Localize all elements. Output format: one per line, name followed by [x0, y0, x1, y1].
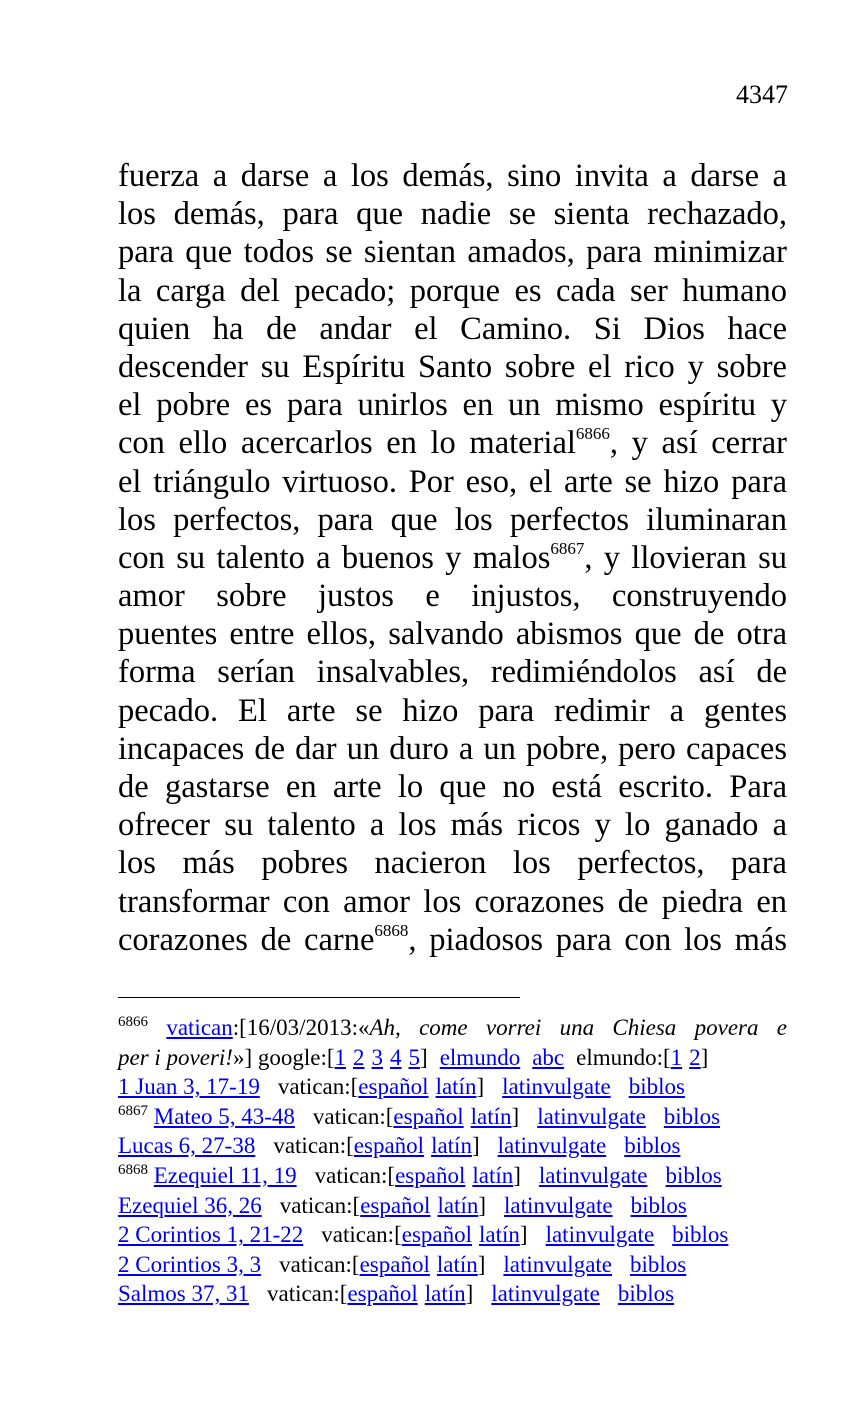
footnote-text: vatican:[	[273, 1133, 354, 1159]
footnotes	[118, 1013, 787, 1309]
espanol-link[interactable]: español	[395, 1162, 466, 1188]
body-line: para que todos se sientan amados, para minimizar	[118, 234, 787, 271]
scripture-ref-link[interactable]: Mateo 5, 43-48	[153, 1103, 295, 1129]
vatican-link[interactable]: vatican	[166, 1015, 233, 1040]
espanol-link[interactable]: español	[358, 1074, 429, 1100]
body-line: los perfectos, para que los perfectos iluminaran	[118, 501, 787, 538]
footnote-text: elmundo:[	[576, 1044, 671, 1070]
footnote-number: 6868	[118, 1161, 148, 1178]
footnote-text: ]	[513, 1162, 521, 1188]
google-link-3[interactable]: 3	[371, 1044, 384, 1070]
body-line: los más pobres nacieron los perfectos, para	[118, 845, 787, 882]
latinvulgate-link[interactable]: latinvulgate	[538, 1162, 648, 1188]
latinvulgate-link[interactable]: latinvulgate	[504, 1192, 613, 1218]
footnote-ref-row	[118, 1191, 787, 1221]
latinvulgate-link[interactable]: latinvulgate	[545, 1222, 655, 1248]
body-text-segment: , piadosos para con los más	[408, 921, 787, 958]
espanol-link[interactable]: español	[359, 1251, 430, 1277]
biblos-link[interactable]: biblos	[672, 1222, 729, 1248]
footnote-number: 6866	[118, 1014, 148, 1030]
latinvulgate-link[interactable]: latinvulgate	[491, 1281, 600, 1307]
scripture-ref-link[interactable]: Lucas 6, 27-38	[118, 1133, 256, 1159]
footnote-ref-row	[118, 1250, 787, 1280]
footnote-marker-6868[interactable]: 6868	[374, 920, 409, 940]
footnote-ref-row	[118, 1131, 787, 1161]
body-line: puentes entre ellos, salvando abismos que de otra	[118, 616, 787, 653]
body-text-segment: con ello acercarlos en lo material	[118, 425, 576, 462]
espanol-link[interactable]: español	[347, 1281, 418, 1307]
footnote-text: ]	[477, 1251, 486, 1277]
latin-link[interactable]: latín	[424, 1281, 466, 1307]
footnote-quote: per i poveri!	[118, 1044, 233, 1070]
latinvulgate-link[interactable]: latinvulgate	[537, 1103, 646, 1129]
espanol-link[interactable]: español	[401, 1222, 473, 1248]
footnote-text: vatican:[	[321, 1222, 402, 1248]
body-text-segment: con su talento a buenos y malos	[118, 539, 551, 576]
body-line	[118, 921, 787, 959]
scripture-ref-link[interactable]: 1 Juan 3, 17-19	[118, 1074, 260, 1100]
footnote-number: 6867	[118, 1102, 148, 1119]
footnote-text: vatican:[	[279, 1192, 361, 1218]
footnote-ref-row	[118, 1220, 787, 1250]
biblos-link[interactable]: biblos	[628, 1074, 685, 1100]
scripture-ref-link[interactable]: 2 Corintios 3, 3	[118, 1251, 262, 1277]
latin-link[interactable]: latín	[436, 1251, 478, 1277]
body-line: transformar con amor los corazones de piedra en	[118, 883, 787, 920]
footnote-text: vatican:[	[312, 1103, 394, 1129]
body-line: de gastarse en arte lo que no está escrito. Para	[118, 769, 787, 805]
biblos-link[interactable]: biblos	[630, 1192, 687, 1218]
abc-link[interactable]: abc	[532, 1044, 565, 1070]
latinvulgate-link[interactable]: latinvulgate	[503, 1251, 612, 1277]
latin-link[interactable]: latín	[470, 1103, 512, 1129]
footnote-marker-6866[interactable]: 6866	[575, 424, 610, 444]
elmundo-link[interactable]: elmundo	[439, 1044, 521, 1070]
body-line	[118, 424, 787, 462]
body-line: pecado. El arte se hizo para redimir a gentes	[118, 692, 787, 729]
page-number: 4347	[736, 80, 788, 109]
scripture-ref-link[interactable]: Ezequiel 11, 19	[153, 1162, 297, 1188]
body-line: incapaces de dar un duro a un pobre, pero capaces	[118, 730, 787, 767]
espanol-link[interactable]: español	[353, 1133, 425, 1159]
footnote-text: ]	[700, 1044, 709, 1070]
latin-link[interactable]: latín	[479, 1222, 520, 1248]
body-text-segment: , y así cerrar	[609, 425, 787, 462]
footnote-ref-row	[118, 1072, 787, 1102]
scripture-ref-link[interactable]: Ezequiel 36, 26	[118, 1192, 262, 1218]
footnote-ref-row	[118, 1279, 787, 1309]
google-link-5[interactable]: 5	[408, 1044, 421, 1070]
body-line: ofrecer su talento a los más ricos y lo ganado a	[118, 807, 787, 844]
footnote-text: ]	[471, 1133, 480, 1159]
latin-link[interactable]: latín	[472, 1162, 514, 1188]
elmundo-link-2[interactable]: 2	[689, 1044, 701, 1070]
biblos-link[interactable]: biblos	[624, 1133, 681, 1159]
footnote-text: vatican:[	[277, 1074, 359, 1100]
biblos-link[interactable]: biblos	[617, 1281, 675, 1307]
biblos-link[interactable]: biblos	[665, 1162, 722, 1188]
body-text-segment: corazones de carne	[118, 921, 375, 958]
body-line: los demás, para que nadie se sienta rechazado,	[118, 196, 787, 233]
footnote-ref-row	[118, 1102, 787, 1132]
latinvulgate-link[interactable]: latinvulgate	[497, 1133, 607, 1159]
body-line: la carga del pecado; porque es cada ser humano	[118, 272, 787, 309]
footnote-date: :[16/03/2013:«	[232, 1015, 370, 1040]
espanol-link[interactable]: español	[360, 1192, 431, 1218]
footnote-text: ]	[465, 1281, 474, 1307]
espanol-link[interactable]: español	[393, 1103, 464, 1129]
google-link-1[interactable]: 1	[334, 1044, 347, 1070]
footnote-text: ]	[519, 1222, 528, 1248]
footnote-ref-row	[118, 1161, 787, 1191]
footnote-marker-6867[interactable]: 6867	[550, 538, 585, 558]
body-line: quien ha de andar el Camino. Si Dios hace	[118, 310, 787, 347]
scripture-ref-link[interactable]: Salmos 37, 31	[118, 1281, 249, 1307]
body-line: el pobre es para unirlos en un mismo espíritu y	[118, 387, 787, 424]
latin-link[interactable]: latín	[435, 1074, 477, 1100]
footnote-text: vatican:[	[279, 1251, 360, 1277]
footnote-text: vatican:[	[266, 1281, 348, 1307]
scripture-ref-link[interactable]: 2 Corintios 1, 21-22	[118, 1222, 304, 1248]
body-text	[118, 157, 787, 959]
google-link-4[interactable]: 4	[390, 1044, 402, 1070]
footnote-quote: Ah, come vorrei una Chiesa povera e	[369, 1015, 788, 1040]
biblos-link[interactable]: biblos	[663, 1103, 721, 1129]
latin-link[interactable]: latín	[437, 1192, 479, 1218]
footnote-6866-line	[118, 1013, 787, 1043]
body-line: amor sobre justos e injustos, construyendo	[118, 578, 787, 615]
footnote-text: ]	[420, 1044, 428, 1070]
footnote-text: ]	[478, 1192, 487, 1218]
biblos-link[interactable]: biblos	[630, 1251, 687, 1277]
body-text-segment: , y llovieran su	[584, 539, 787, 576]
footnote-separator	[118, 997, 520, 998]
body-line: forma serían insalvables, redimiéndolos así de	[118, 654, 787, 691]
body-line	[118, 539, 787, 577]
body-line: descender su Espíritu Santo sobre el rico y sobre	[118, 348, 787, 385]
body-line: fuerza a darse a los demás, sino invita a darse a	[118, 158, 787, 194]
footnote-text: ]	[511, 1103, 520, 1129]
footnote-text: vatican:[	[314, 1162, 396, 1188]
google-link-2[interactable]: 2	[353, 1044, 365, 1070]
latinvulgate-link[interactable]: latinvulgate	[502, 1074, 611, 1100]
body-line: el triángulo virtuoso. Por eso, el arte se hizo para	[118, 463, 787, 500]
footnote-6866-line	[118, 1043, 787, 1073]
footnote-text: ]	[476, 1074, 485, 1100]
elmundo-link-1[interactable]: 1	[670, 1044, 683, 1070]
footnote-text: »] google:[	[232, 1044, 335, 1070]
latin-link[interactable]: latín	[431, 1133, 472, 1159]
